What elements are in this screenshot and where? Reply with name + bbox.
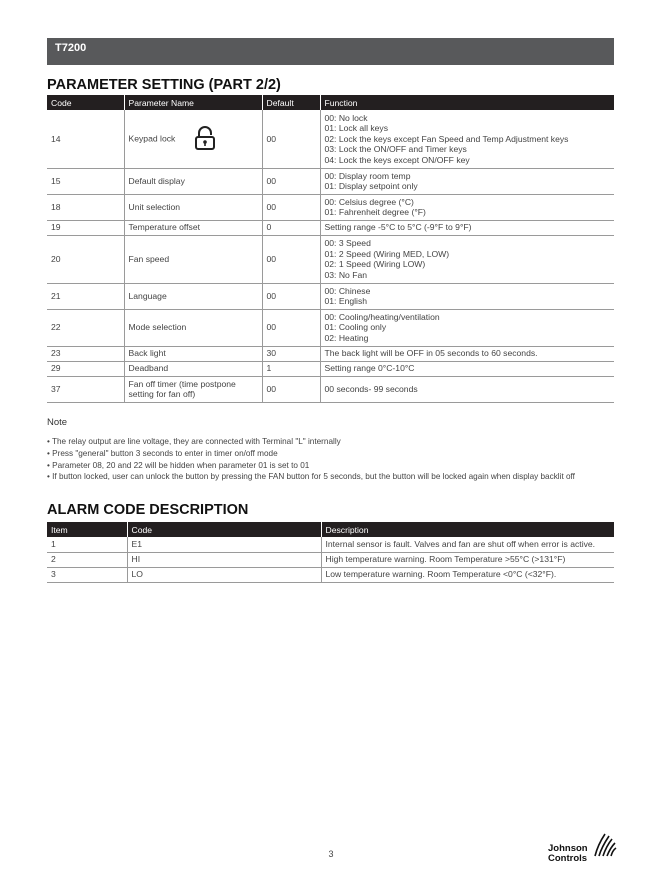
note-item: • Press "general" button 3 seconds to enter in timer on/off mode [47, 448, 278, 458]
parameter-section-title: PARAMETER SETTING (PART 2/2) [47, 77, 281, 93]
param-name: Temperature offset [124, 220, 262, 235]
param-name: Mode selection [124, 309, 262, 346]
function-line: 02: Heating [324, 332, 369, 343]
param-function [320, 346, 614, 361]
function-line: 03: No Fan [324, 269, 368, 280]
function-line: 01: Fahrenheit degree (°F) [324, 207, 426, 217]
document-header [47, 38, 614, 65]
table-row [47, 567, 614, 582]
param-default: 00 [262, 283, 320, 309]
param-code: 18 [47, 194, 124, 220]
param-code: 29 [47, 361, 124, 376]
param-function [320, 361, 614, 376]
column-header: Description [321, 522, 614, 537]
param-name: Fan speed [124, 235, 262, 283]
column-header: Parameter Name [124, 95, 262, 110]
table-row [47, 283, 614, 309]
function-line: 01: 2 Speed (Wiring MED, LOW) [324, 248, 450, 259]
alarm-code: HI [127, 552, 321, 567]
brand-mark-icon [591, 832, 617, 858]
note-title: Note [47, 417, 68, 428]
table-row [47, 537, 614, 552]
alarm-section-title: ALARM CODE DESCRIPTION [47, 502, 249, 518]
function-line: 04: Lock the keys except ON/OFF key [324, 154, 470, 165]
param-default: 00 [262, 110, 320, 168]
param-code: 14 [47, 110, 124, 168]
function-line: Setting range -5°C to 5°C (-9°F to 9°F) [324, 222, 472, 233]
function-line: Setting range 0°C-10°C [324, 363, 415, 374]
table-row [47, 376, 614, 402]
table-row [47, 235, 614, 283]
param-default: 0 [262, 220, 320, 235]
param-function [320, 376, 614, 402]
alarm-description: Internal sensor is fault. Valves and fan are shut off when error is active. [321, 537, 614, 552]
function-line: 00: Cooling/heating/ventilation [324, 311, 440, 322]
param-code: 21 [47, 283, 124, 309]
note-list [47, 436, 614, 483]
param-default: 00 [262, 168, 320, 194]
param-function [320, 283, 614, 309]
param-name: Keypad lock [128, 133, 176, 144]
alarm-item: 3 [47, 567, 127, 582]
param-name-cell [124, 110, 262, 168]
param-default: 1 [262, 361, 320, 376]
brand-logo [548, 832, 618, 866]
function-line: 01: Display setpoint only [324, 181, 418, 191]
column-header: Function [320, 95, 614, 110]
param-name: Default display [124, 168, 262, 194]
function-line: 02: 1 Speed (Wiring LOW) [324, 259, 426, 269]
param-code: 22 [47, 309, 124, 346]
param-function [320, 309, 614, 346]
function-line: The back light will be OFF in 05 seconds to 60 seconds. [324, 348, 538, 359]
table-row [47, 361, 614, 376]
param-code: 15 [47, 168, 124, 194]
lock-icon [194, 126, 216, 153]
table-row [47, 552, 614, 567]
param-code: 23 [47, 346, 124, 361]
function-line: 02: Lock the keys except Fan Speed and Temp Adjustment keys [324, 133, 569, 144]
param-default: 30 [262, 346, 320, 361]
param-name: Fan off timer (time postpone setting for fan off) [124, 376, 262, 402]
table-row [47, 346, 614, 361]
param-name: Back light [124, 346, 262, 361]
alarm-table [47, 522, 614, 583]
param-function [320, 168, 614, 194]
param-name: Language [124, 283, 262, 309]
brand-line-1: Johnson [548, 843, 588, 854]
page-number: 3 [328, 849, 334, 859]
table-row [47, 194, 614, 220]
param-default: 00 [262, 235, 320, 283]
note-item: • If button locked, user can unlock the button by pressing the FAN button for 5 seconds, but the button will be locked again when display backlit off [47, 472, 575, 482]
function-line: 00: 3 Speed [324, 238, 371, 248]
param-name: Unit selection [124, 194, 262, 220]
note-item: • The relay output are line voltage, they are connected with Terminal "L" internally [47, 437, 341, 446]
parameter-table [47, 95, 614, 403]
alarm-code: LO [127, 567, 321, 582]
column-header: Item [47, 522, 127, 537]
function-line: 00: Celsius degree (°C) [324, 196, 414, 207]
param-default: 00 [262, 309, 320, 346]
alarm-table-header [47, 522, 614, 537]
table-row [47, 110, 614, 168]
alarm-item: 2 [47, 552, 127, 567]
table-row [47, 168, 614, 194]
model-name: T7200 [55, 42, 87, 54]
table-row [47, 220, 614, 235]
param-default: 00 [262, 194, 320, 220]
param-name: Deadband [124, 361, 262, 376]
brand-line-2: Controls [548, 853, 588, 864]
param-code: 20 [47, 235, 124, 283]
function-line: 00: No lock [324, 112, 368, 123]
param-function [320, 220, 614, 235]
param-code: 19 [47, 220, 124, 235]
function-line: 03: Lock the ON/OFF and Timer keys [324, 144, 467, 154]
param-function [320, 194, 614, 220]
function-line: 01: English [324, 296, 368, 306]
function-line: 00: Chinese [324, 285, 371, 296]
param-function [320, 235, 614, 283]
alarm-description: High temperature warning. Room Temperature >55°C (>131°F) [321, 552, 614, 567]
param-code: 37 [47, 376, 124, 402]
column-header: Code [127, 522, 321, 537]
function-line: 01: Cooling only [324, 322, 387, 333]
alarm-item: 1 [47, 537, 127, 552]
table-row [47, 309, 614, 346]
function-line: 00 seconds- 99 seconds [324, 383, 418, 394]
alarm-description: Low temperature warning. Room Temperature <0°C (<32°F). [321, 567, 614, 582]
function-line: 00: Display room temp [324, 170, 411, 181]
brand-name [548, 844, 588, 864]
function-line: 01: Lock all keys [324, 123, 389, 133]
param-function [320, 110, 614, 168]
column-header: Default [262, 95, 320, 110]
alarm-code: E1 [127, 537, 321, 552]
note-item: • Parameter 08, 20 and 22 will be hidden when parameter 01 is set to 01 [47, 460, 310, 470]
param-default: 00 [262, 376, 320, 402]
column-header: Code [47, 95, 124, 110]
parameter-table-header [47, 95, 614, 110]
